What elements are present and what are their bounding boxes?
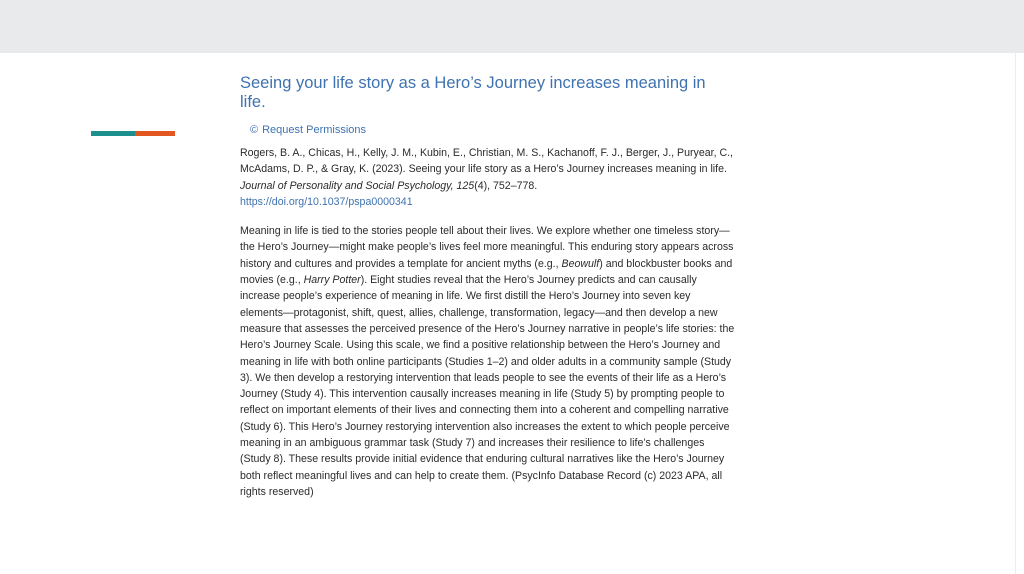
abstract	[240, 223, 735, 500]
page-edge	[1015, 53, 1016, 574]
abstract-italic-beowulf: Beowulf	[561, 257, 600, 270]
request-permissions-link[interactable]	[250, 123, 735, 137]
abstract-part-1: Meaning in life is tied to the stories people tell about their lives. We explore whether one timeless story—the Hero’s Journey—might make people’s lives feel more meaningful. This enduring story appears across history and cultures and provides a template for ancient myths (e.g.,	[240, 225, 734, 270]
citation-issue-pages: (4), 752–778.	[474, 179, 538, 192]
citation-authors: Rogers, B. A., Chicas, H., Kelly, J. M., Kubin, E., Christian, M. S., Kachanoff, F. J., Berger, J., Puryear, C., McAdams, D. P., & Gray, K. (2023). Seeing your life story as a Hero’s Journey increases meaning in life.	[240, 147, 733, 176]
citation-journal: Journal of Personality and Social Psychology, 125	[240, 179, 475, 192]
doi-link[interactable]: https://doi.org/10.1037/pspa0000341	[240, 195, 413, 208]
abstract-part-2: ) and blockbuster books and movies (e.g.,	[240, 257, 733, 287]
abstract-part-3: ). Eight studies reveal that the Hero’s Journey predicts and can causally increase people’s experience of meaning in life. We first distill the Hero’s Journey into seven key elements—protagonist, shift, quest, allies, challenge, transformation, legacy—and then develop a new measure that assesses the perceived presence of the Hero’s Journey narrative in people’s life stories: the Hero’s Journey Scale. Using this scale, we find a positive relationship between the Hero’s Journey and meaning in life with both online participants (Studies 1–2) and older adults in a community sample (Study 3). We then develop a restorying intervention that leads people to see the events of their life as a Hero’s Journey (Study 4). This intervention causally increases meaning in life (Study 5) by prompting people to reflect on important elements of their lives and connecting them into a coherent and compelling narrative (Study 6). This Hero’s Journey restorying intervention also increases the extent to which people perceive meaning in an ambiguous grammar task (Study 7) and increases their resilience to life’s challenges (Study 8). These results provide initial evidence that enduring cultural narratives like the Hero’s Journey both reflect meaningful lives and can help to create them. (PsycInfo Database Record (c) 2023 APA, all rights reserved)	[240, 274, 735, 498]
copyright-icon: ©	[250, 124, 259, 136]
request-permissions-label: Request Permissions	[262, 124, 367, 136]
abstract-italic-harry-potter: Harry Potter	[303, 274, 361, 287]
abstract-text	[240, 223, 735, 500]
article-card	[240, 74, 735, 500]
accent-bar-teal	[91, 131, 135, 136]
top-band	[0, 0, 1024, 53]
citation	[240, 145, 735, 210]
accent-bar-orange	[135, 131, 175, 136]
article-title[interactable]: Seeing your life story as a Hero’s Journey increases meaning in life.	[240, 74, 706, 111]
